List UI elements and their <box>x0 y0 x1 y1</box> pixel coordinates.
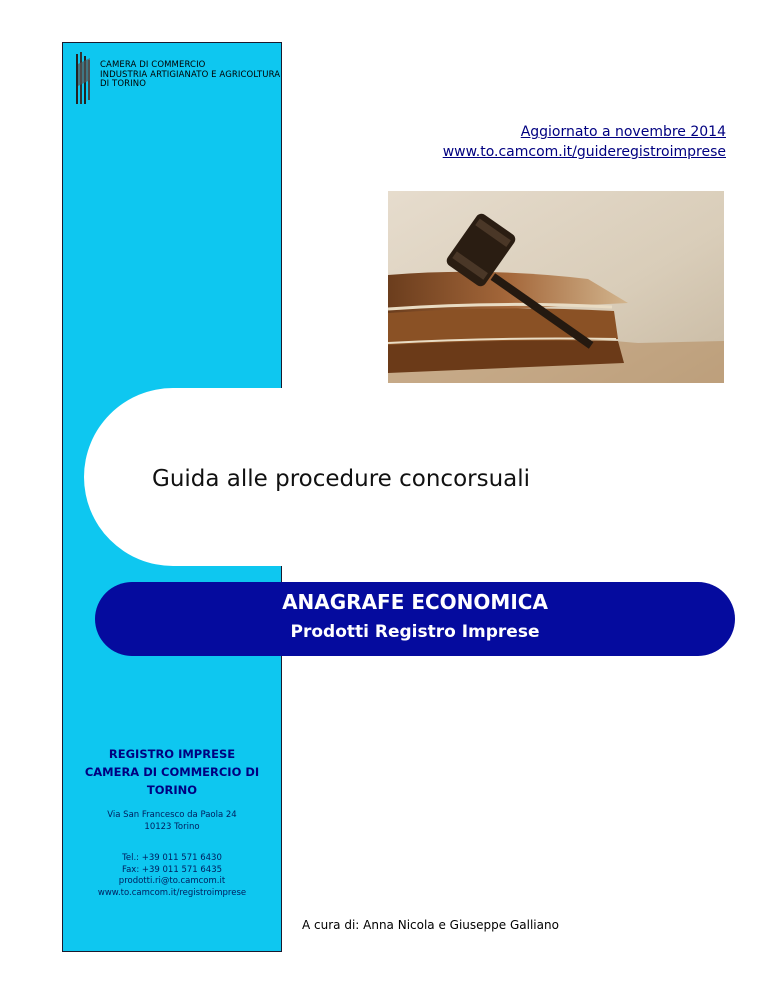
address-line: 10123 Torino <box>144 821 200 832</box>
gavel-books-image <box>388 191 724 383</box>
phone-line: Tel.: +39 011 571 6430 <box>122 853 222 863</box>
contact-block <box>62 853 282 899</box>
address-block <box>62 810 282 833</box>
section-banner <box>95 582 735 656</box>
logo-line: INDUSTRIA ARTIGIANATO E AGRICOLTURA <box>100 69 281 80</box>
logo-line: DI TORINO <box>100 79 146 89</box>
header-links <box>443 122 726 162</box>
chamber-name <box>100 61 280 90</box>
registry-line: TORINO <box>146 783 198 797</box>
guide-url-link[interactable]: www.to.camcom.it/guideregistroimprese <box>442 144 726 160</box>
chamber-logo-icon <box>74 50 94 104</box>
authors-credit: A cura di: Anna Nicola e Giuseppe Galliano <box>302 918 559 932</box>
registry-heading <box>62 745 282 799</box>
document-title: Guida alle procedure concorsuali <box>152 466 531 492</box>
logo-line: CAMERA DI COMMERCIO <box>100 60 206 70</box>
updated-date: Aggiornato a novembre 2014 <box>520 124 726 140</box>
banner-title: ANAGRAFE ECONOMICA <box>282 590 548 614</box>
address-line: Via San Francesco da Paola 24 <box>107 810 237 820</box>
email-link[interactable]: prodotti.ri@to.camcom.it <box>118 876 226 886</box>
banner-subtitle: Prodotti Registro Imprese <box>290 622 540 642</box>
registry-line: REGISTRO IMPRESE <box>108 747 236 761</box>
website-link[interactable]: www.to.camcom.it/registroimprese <box>97 887 247 898</box>
registry-line: CAMERA DI COMMERCIO DI <box>84 765 260 779</box>
fax-line: Fax: +39 011 571 6435 <box>121 864 223 875</box>
